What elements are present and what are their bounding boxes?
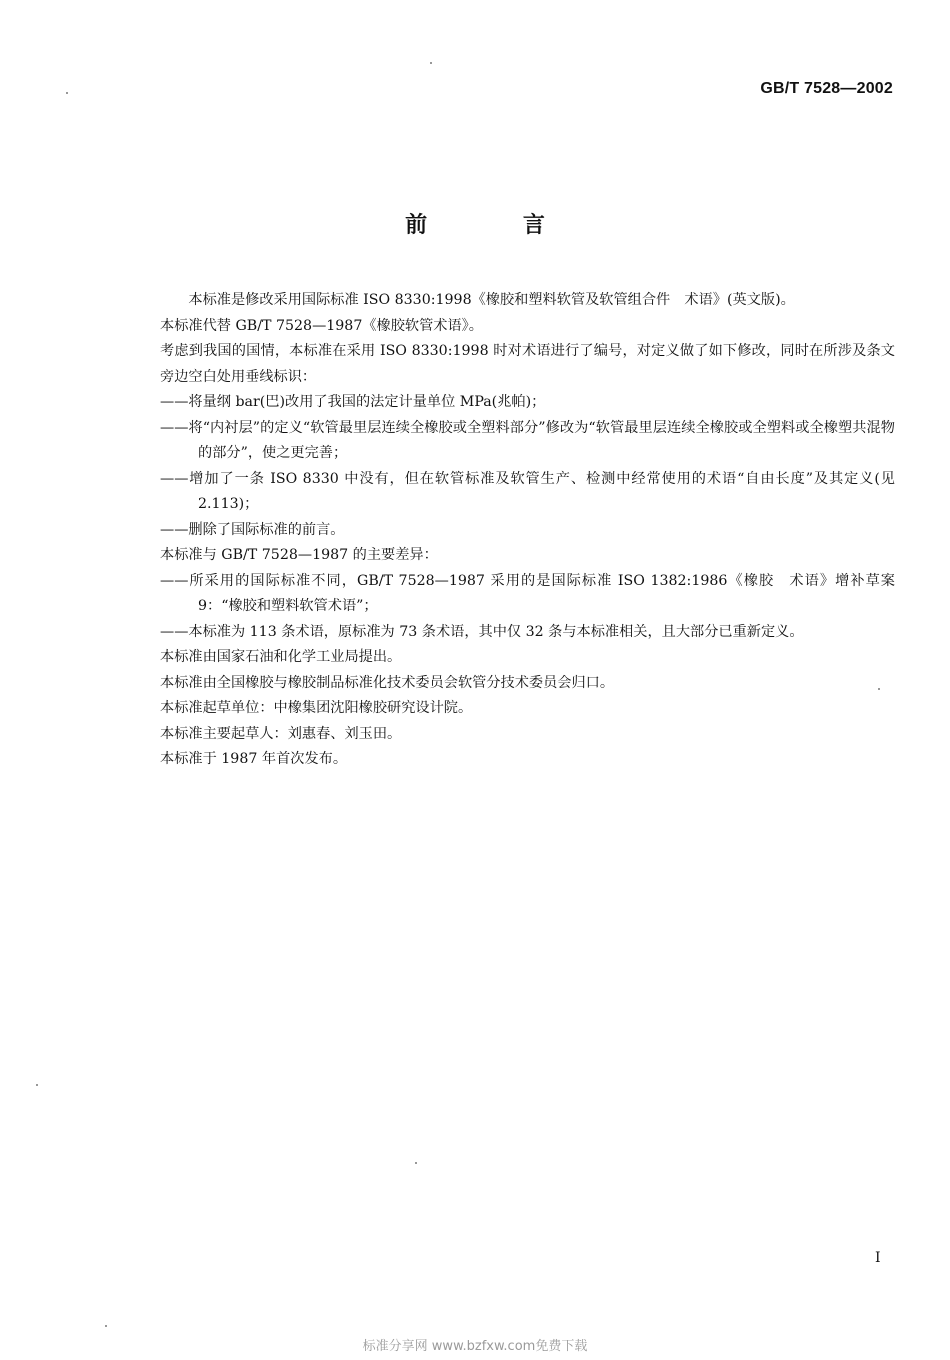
- page-number: I: [875, 1250, 881, 1266]
- paragraph-drafting-unit: 本标准起草单位：中橡集团沈阳橡胶研究设计院。: [160, 700, 473, 716]
- list-item: ——增加了一条 ISO 8330 中没有，但在软管标准及软管生产、检测中经常使用的术语“自由长度”及其定义(见 2.113)；: [160, 470, 895, 512]
- scan-speck: [36, 1084, 38, 1086]
- list-item: ——删除了国际标准的前言。: [160, 521, 345, 538]
- scan-speck: [105, 1325, 107, 1327]
- paragraph-first-release: 本标准于 1987 年首次发布。: [160, 751, 348, 767]
- list-item: ——将“内衬层”的定义“软管最里层连续全橡胶或全塑料部分”修改为“软管最里层连续全橡胶或全塑料或全橡塑共混物的部分”，使之更完善；: [160, 419, 895, 461]
- paragraph-proposer: 本标准由国家石油和化学工业局提出。: [160, 649, 402, 665]
- paragraph-adoption: 本标准是修改采用国际标准 ISO 8330:1998《橡胶和塑料软管及软管组合件 术语》(英文版)。: [188, 292, 795, 308]
- paragraph-centralized: 本标准由全国橡胶与橡胶制品标准化技术委员会软管分技术委员会归口。: [160, 674, 615, 691]
- paragraph-modifications-intro: 考虑到我国的国情，本标准在采用 ISO 8330:1998 时对术语进行了编号，对定义做了如下修改，同时在所涉及条文旁边空白处用垂线标识：: [160, 343, 895, 385]
- list-item: ——本标准为 113 条术语，原标准为 73 条术语，其中仅 32 条与本标准相关，且大部分已重新定义。: [160, 623, 804, 640]
- scan-speck: [430, 62, 432, 64]
- document-body: [160, 288, 895, 773]
- scan-speck: [878, 688, 880, 690]
- list-item: ——所采用的国际标准不同，GB/T 7528—1987 采用的是国际标准 ISO 1382:1986《橡胶 术语》增补草案 9：“橡胶和塑料软管术语”；: [160, 572, 895, 614]
- list-item: ——将量纲 bar(巴)改用了我国的法定计量单位 MPa(兆帕)；: [160, 394, 546, 410]
- scan-speck: [66, 92, 68, 94]
- scan-speck: [415, 1162, 417, 1164]
- footer-watermark: 标准分享网 www.bzfxw.com免费下载: [362, 1339, 588, 1354]
- paragraph-differences: 本标准与 GB/T 7528—1987 的主要差异：: [160, 547, 438, 563]
- paragraph-replaces: 本标准代替 GB/T 7528—1987《橡胶软管术语》。: [160, 317, 483, 334]
- paragraph-drafters: 本标准主要起草人：刘惠春、刘玉田。: [160, 725, 402, 742]
- standard-code: GB/T 7528—2002: [760, 80, 893, 97]
- page-title: 前 言: [405, 213, 589, 238]
